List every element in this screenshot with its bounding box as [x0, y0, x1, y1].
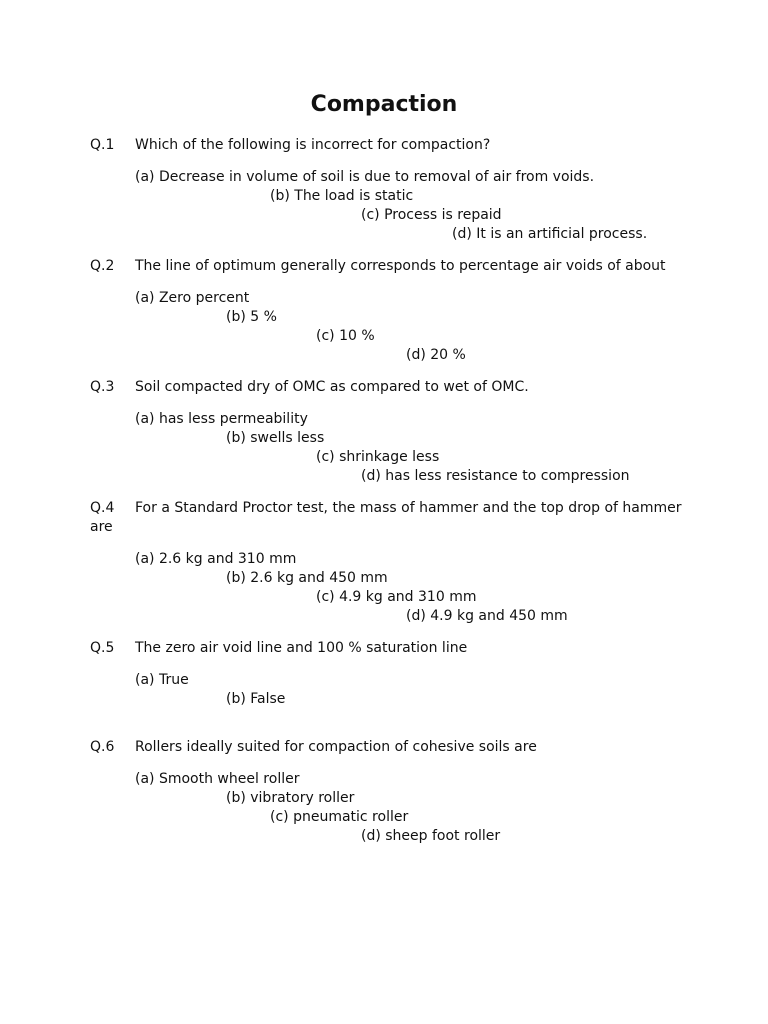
option-c: (c) shrinkage less: [316, 449, 440, 465]
option-d: (d) It is an artificial process.: [452, 226, 648, 242]
question-text: For a Standard Proctor test, the mass of hammer and the top drop of hammer: [135, 500, 682, 516]
option-a: (a) Zero percent: [135, 290, 250, 306]
option-a: (a) True: [135, 672, 189, 688]
option-b: (b) 2.6 kg and 450 mm: [226, 570, 388, 586]
option-b: (b) swells less: [226, 430, 325, 446]
option-b: (b) 5 %: [226, 309, 277, 325]
question-number: Q.4: [90, 500, 115, 516]
option-d: (d) has less resistance to compression: [361, 468, 630, 484]
question-text: The line of optimum generally corresponds to percentage air voids of about: [135, 258, 666, 274]
option-c: (c) pneumatic roller: [270, 809, 409, 825]
option-c: (c) Process is repaid: [361, 207, 502, 223]
option-c: (c) 4.9 kg and 310 mm: [316, 589, 477, 605]
question-text-continuation: are: [90, 519, 113, 535]
question-number: Q.2: [90, 258, 115, 274]
question-text: Which of the following is incorrect for compaction?: [135, 137, 491, 153]
option-c: (c) 10 %: [316, 328, 375, 344]
option-d: (d) 4.9 kg and 450 mm: [406, 608, 568, 624]
question-number: Q.5: [90, 640, 115, 656]
question-number: Q.1: [90, 137, 115, 153]
option-a: (a) 2.6 kg and 310 mm: [135, 551, 297, 567]
option-a: (a) Decrease in volume of soil is due to removal of air from voids.: [135, 169, 595, 185]
question-number: Q.3: [90, 379, 115, 395]
option-b: (b) vibratory roller: [226, 790, 355, 806]
option-b: (b) The load is static: [270, 188, 414, 204]
question-text: Soil compacted dry of OMC as compared to wet of OMC.: [135, 379, 529, 395]
question-number: Q.6: [90, 739, 115, 755]
option-d: (d) 20 %: [406, 347, 466, 363]
question-text: The zero air void line and 100 % saturation line: [135, 640, 468, 656]
page-title: Compaction: [310, 92, 458, 117]
option-a: (a) Smooth wheel roller: [135, 771, 300, 787]
option-b: (b) False: [226, 691, 286, 707]
option-a: (a) has less permeability: [135, 411, 308, 427]
question-text: Rollers ideally suited for compaction of cohesive soils are: [135, 739, 537, 755]
option-d: (d) sheep foot roller: [361, 828, 501, 844]
